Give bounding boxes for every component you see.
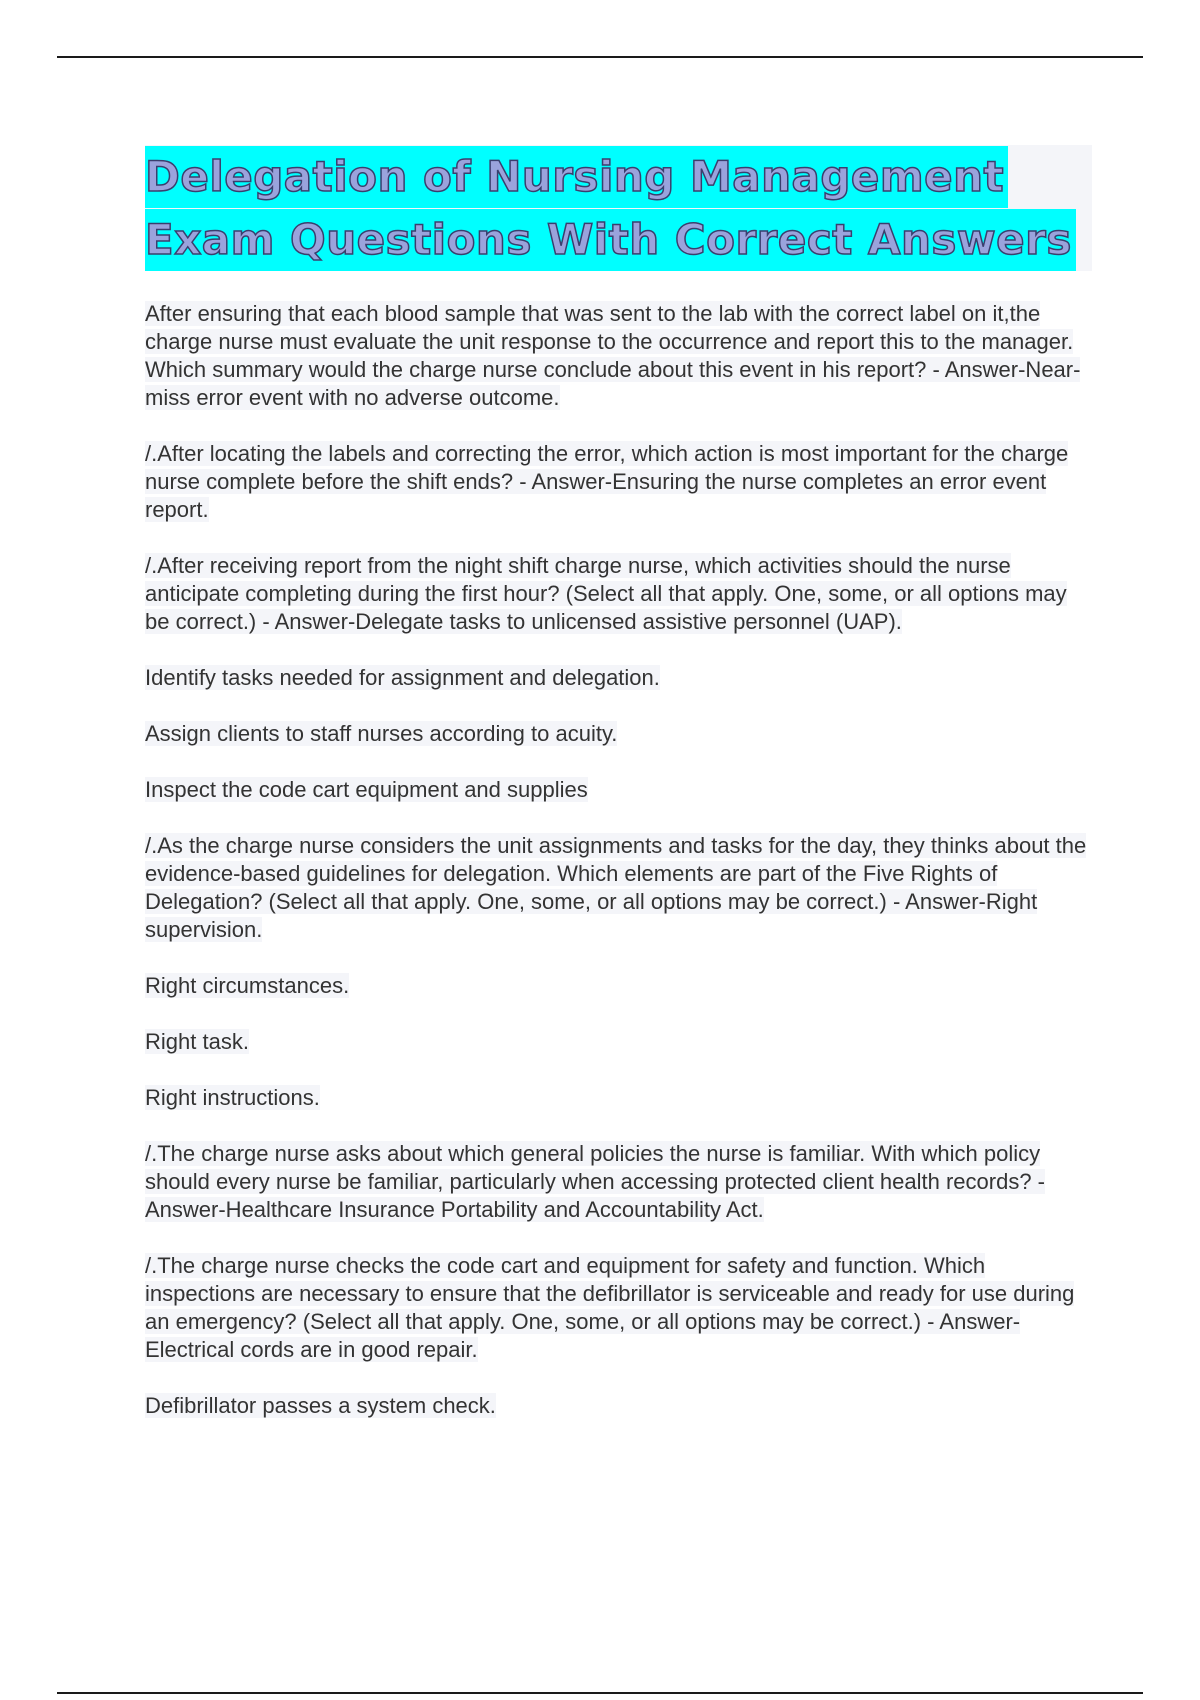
question-paragraph bbox=[145, 440, 1095, 524]
bottom-divider bbox=[57, 1692, 1143, 1694]
answer-option bbox=[145, 776, 1095, 804]
document-title-line-2: Exam Questions With Correct Answers bbox=[145, 209, 1076, 271]
question-paragraph bbox=[145, 1252, 1095, 1364]
paragraph-text: /.The charge nurse checks the code cart and equipment for safety and function. Which inspections are necessary to ensure that the defibrillator is serviceable and ready for use during an emergency? (Select all that apply. One, some, or all options may be correct.) - Answer-Electrical cords are in good repair. bbox=[145, 1253, 1075, 1362]
answer-option bbox=[145, 972, 1095, 1000]
paragraph-text: /.After locating the labels and correcting the error, which action is most important for the charge nurse complete before the shift ends? - Answer-Ensuring the nurse completes an error event report. bbox=[145, 441, 1069, 522]
paragraph-text: /.As the charge nurse considers the unit assignments and tasks for the day, they thinks about the evidence-based guidelines for delegation. Which elements are part of the Five Rights of Delegation? (Select all that apply. One, some, or all options may be correct.) - Answer-Right supervision. bbox=[145, 833, 1087, 942]
answer-option bbox=[145, 720, 1095, 748]
paragraph-text: Defibrillator passes a system check. bbox=[145, 1393, 496, 1418]
question-paragraph bbox=[145, 1140, 1095, 1224]
answer-option bbox=[145, 1028, 1095, 1056]
paragraph-text: Right circumstances. bbox=[145, 973, 350, 998]
question-paragraph bbox=[145, 300, 1095, 412]
paragraph-text: After ensuring that each blood sample that was sent to the lab with the correct label on it,the charge nurse must evaluate the unit response to the occurrence and report this to the manager. Which summary would the charge nurse conclude about this event in his report? - Answer-Near-miss error event with no adverse outcome. bbox=[145, 301, 1081, 410]
paragraph-text: Inspect the code cart equipment and supplies bbox=[145, 777, 588, 802]
paragraph-text: Right task. bbox=[145, 1029, 249, 1054]
answer-option bbox=[145, 1084, 1095, 1112]
paragraph-text: Assign clients to staff nurses according to acuity. bbox=[145, 721, 618, 746]
question-paragraph bbox=[145, 552, 1095, 636]
top-divider bbox=[57, 56, 1143, 58]
answer-option bbox=[145, 1392, 1095, 1420]
paragraph-text: Identify tasks needed for assignment and delegation. bbox=[145, 665, 660, 690]
answer-option bbox=[145, 664, 1095, 692]
paragraph-text: Right instructions. bbox=[145, 1085, 320, 1110]
question-paragraph bbox=[145, 832, 1095, 944]
paragraph-text: /.The charge nurse asks about which general policies the nurse is familiar. With which policy should every nurse be familiar, particularly when accessing protected client health records? - Answer-Healthcare Insurance Portability and Accountability Act. bbox=[145, 1141, 1046, 1222]
document-body bbox=[145, 300, 1095, 1448]
paragraph-text: /.After receiving report from the night shift charge nurse, which activities should the nurse anticipate completing during the first hour? (Select all that apply. One, some, or all options may be correct.) - Answer-Delegate tasks to unlicensed assistive personnel (UAP). bbox=[145, 553, 1067, 634]
document-title-line-1: Delegation of Nursing Management bbox=[145, 146, 1008, 208]
